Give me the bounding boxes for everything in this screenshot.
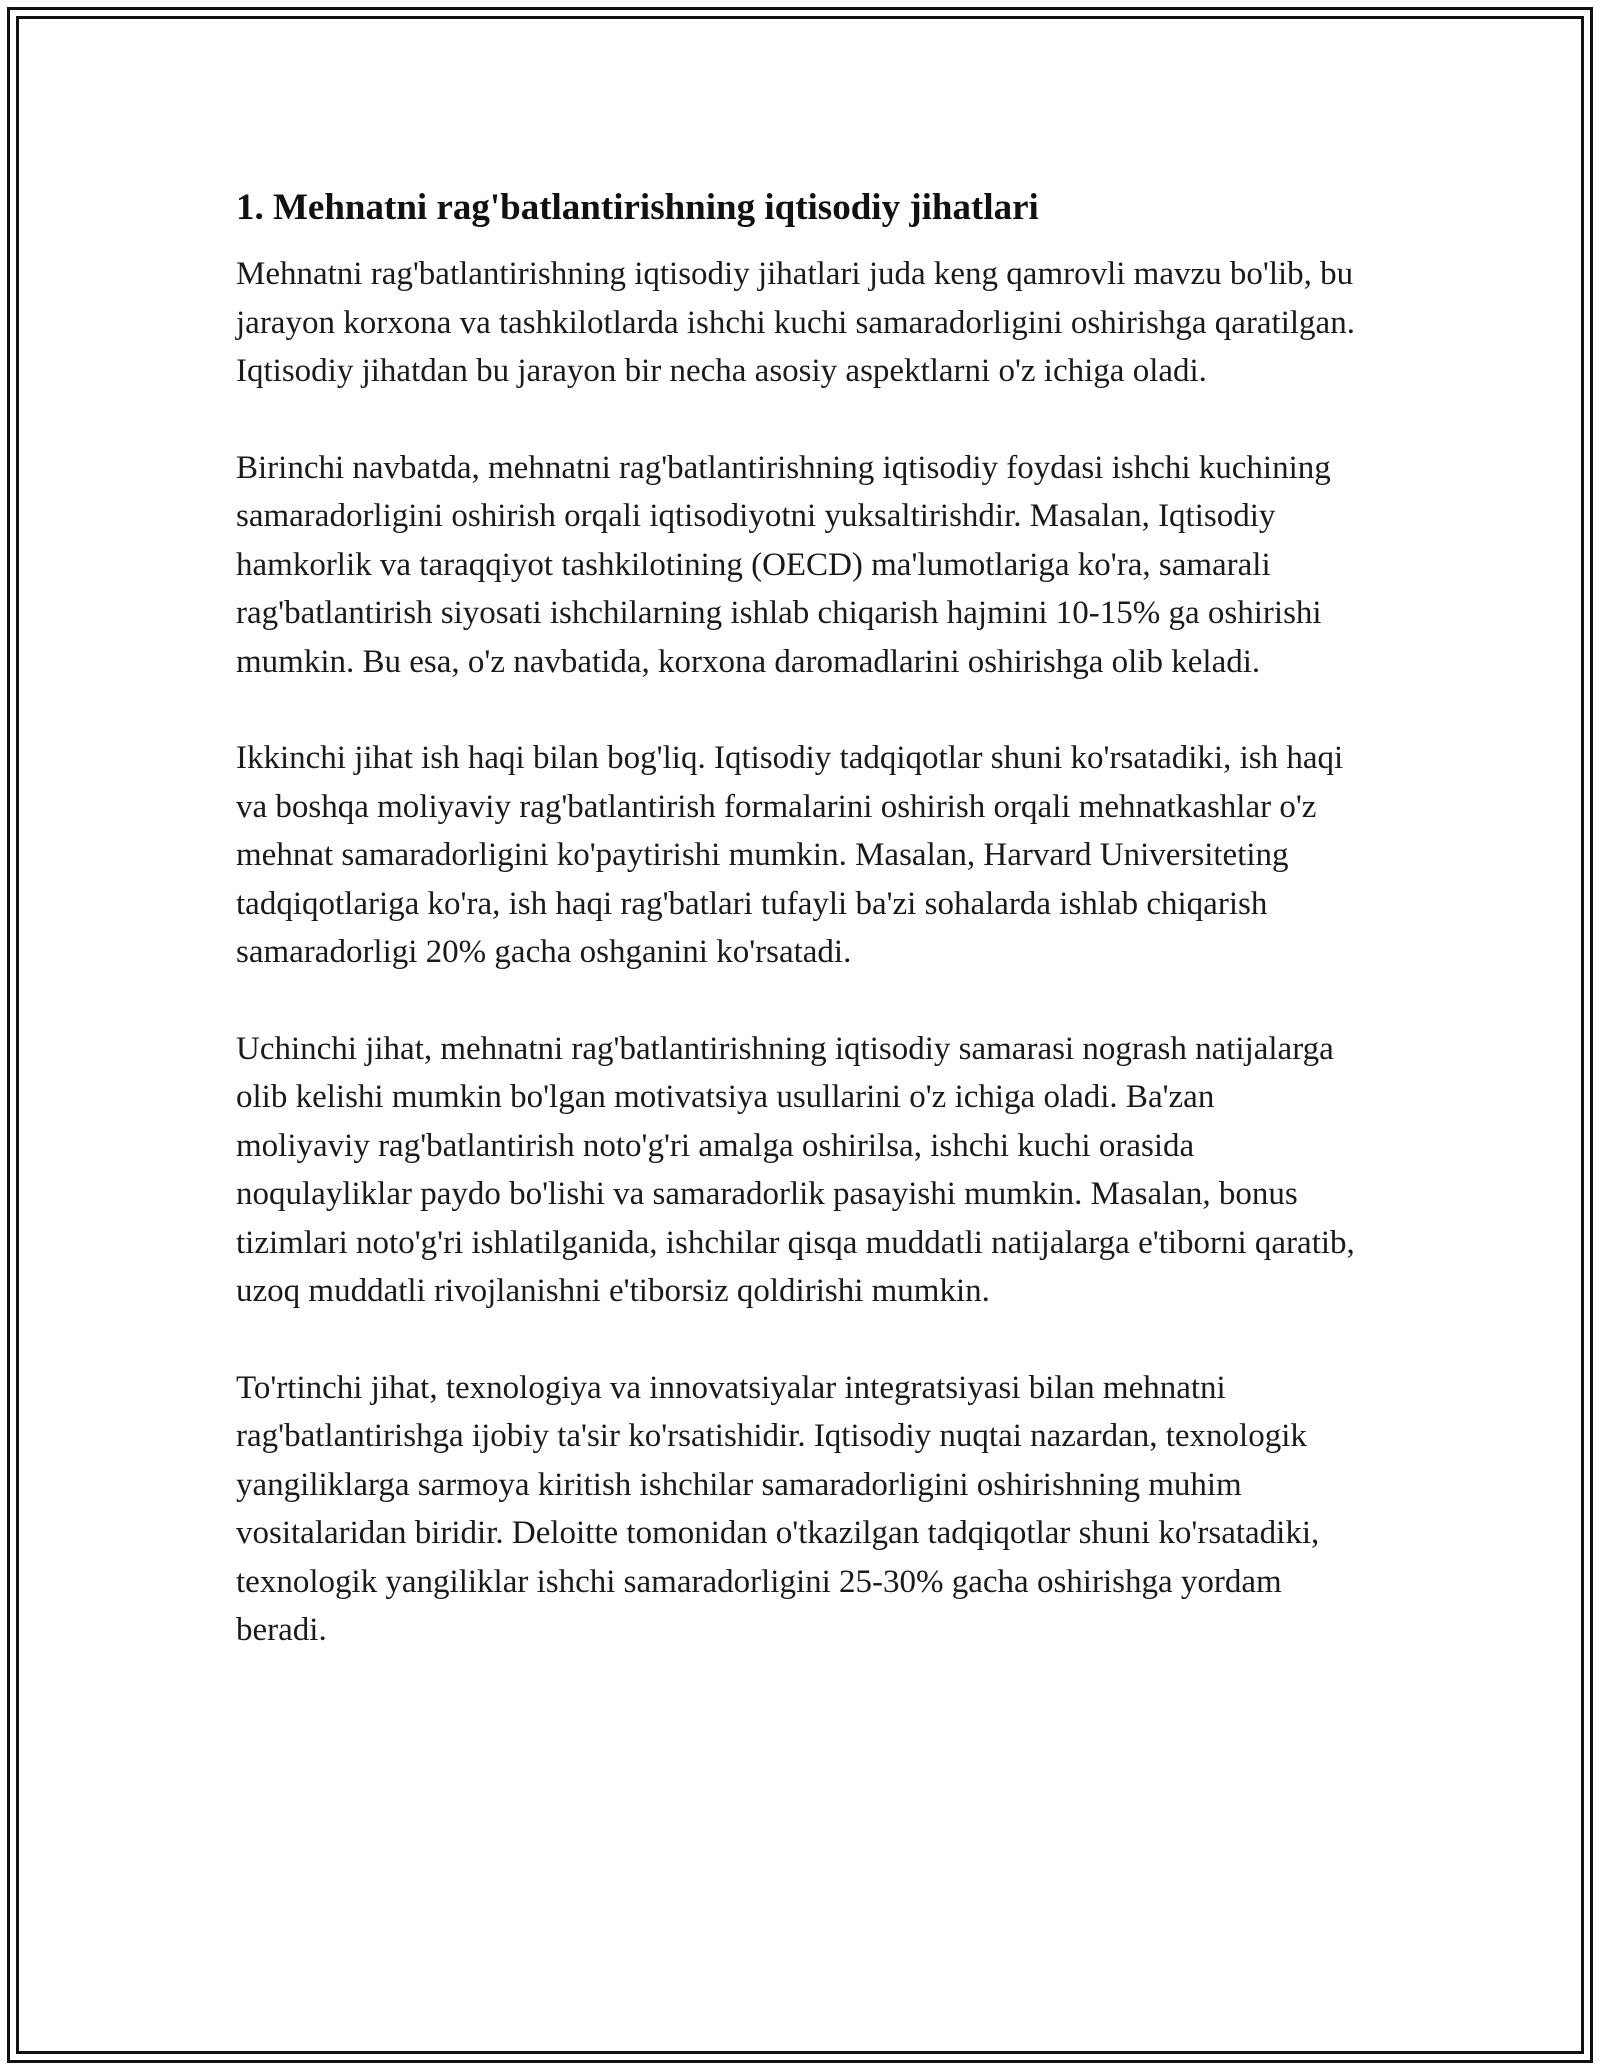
paragraph-third-aspect: Uchinchi jihat, mehnatni rag'batlantirishning iqtisodiy samarasi nogrash natijalarga olib kelishi mumkin bo'lgan motivatsiya usullarini o'z ichiga oladi. Ba'zan moliyaviy rag'batlantirish noto'g'ri amalga oshirilsa, ishchi kuchi orasida noqulayliklar paydo bo'lishi va samaradorlik pasayishi mumkin. Masalan, bonus tizimlari noto'g'ri ishlatilganida, ishchilar qisqa muddatli natijalarga e'tiborni qaratib, uzoq muddatli rivojlanishni e'tiborsiz qoldirishi mumkin. xyxy=(236,1030,1355,1309)
document-body xyxy=(236,184,1356,1703)
section-heading: 1. Mehnatni rag'batlantirishning iqtisodiy jihatlari xyxy=(236,187,1039,228)
paragraph-fourth-aspect: To'rtinchi jihat, texnologiya va innovatsiyalar integratsiyasi bilan mehnatni rag'batlantirishga ijobiy ta'sir ko'rsatishidir. Iqtisodiy nuqtai nazardan, texnologik yangiliklarga sarmoya kiritish ishchilar samaradorligini oshirishning muhim vositalaridan biridir. Deloitte tomonidan o'tkazilgan tadqiqotlar shuni ko'rsatadiki, texnologik yangiliklar ishchi samaradorligini 25-30% gacha oshirishga yordam beradi. xyxy=(236,1369,1320,1648)
paragraph-intro: Mehnatni rag'batlantirishning iqtisodiy jihatlari juda keng qamrovli mavzu bo'lib, bu jarayon korxona va tashkilotlarda ishchi kuchi samaradorligini oshirishga qaratilgan. Iqtisodiy jihatdan bu jarayon bir necha asosiy aspektlarni o'z ichiga oladi. xyxy=(236,256,1355,389)
paragraph-first-aspect: Birinchi navbatda, mehnatni rag'batlantirishning iqtisodiy foydasi ishchi kuchining samaradorligini oshirish orqali iqtisodiyotni yuksaltirishdir. Masalan, Iqtisodiy hamkorlik va taraqqiyot tashkilotining (OECD) ma'lumotlariga ko'ra, samarali rag'batlantirish siyosati ishchilarning ishlab chiqarish hajmini 10-15% ga oshirishi mumkin. Bu esa, o'z navbatida, korxona daromadlarini oshirishga olib keladi. xyxy=(236,449,1331,680)
paragraph-second-aspect: Ikkinchi jihat ish haqi bilan bog'liq. Iqtisodiy tadqiqotlar shuni ko'rsatadiki, ish haqi va boshqa moliyaviy rag'batlantirish formalarini oshirish orqali mehnatkashlar o'z mehnat samaradorligini ko'paytirishi mumkin. Masalan, Harvard Universiteting tadqiqotlariga ko'ra, ish haqi rag'batlari tufayli ba'zi sohalarda ishlab chiqarish samaradorligi 20% gacha oshganini ko'rsatadi. xyxy=(236,740,1344,970)
